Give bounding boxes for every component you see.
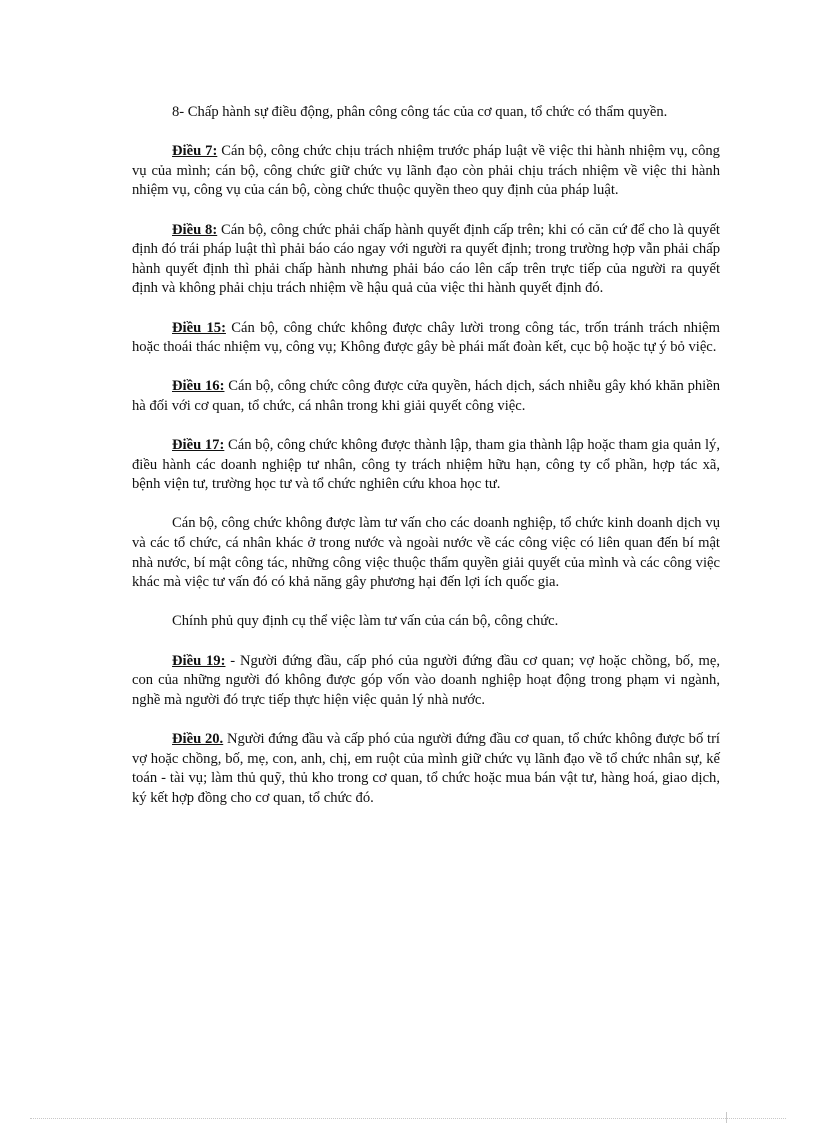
- consulting-paragraph: Cán bộ, công chức không được làm tư vấn cho các doanh nghiệp, tổ chức kinh doanh dịch vụ và các tổ chức, cá nhân khác ở trong nước và ngoài nước về các công việc có liên quan đến bí mật nhà nước, bí mật công tác, những công việc thuộc thẩm quyền giải quyết của mình và các công việc khác mà việc tư vấn đó có khả năng gây phương hại đến lợi ích quốc gia.: [132, 515, 720, 591]
- page-corner-mark: [720, 1112, 734, 1123]
- article-8-paragraph: [132, 221, 720, 299]
- article-20-paragraph: [132, 730, 720, 808]
- article-17-heading: Điều 17:: [172, 437, 225, 454]
- article-19-heading: Điều 19:: [172, 652, 226, 669]
- article-7-heading: Điều 7:: [172, 143, 218, 160]
- article-15-text: Cán bộ, công chức không được chây lười trong công tác, trốn tránh trách nhiệm hoặc thoái thác nhiệm vụ, công vụ; Không được gây bè phái mất đoàn kết, cục bộ hoặc tự ý bỏ việc.: [132, 319, 720, 356]
- article-20-heading: Điều 20.: [172, 731, 224, 747]
- article-16-heading: Điều 16:: [172, 378, 225, 395]
- item-8-paragraph: 8- Chấp hành sự điều động, phân công công tác của cơ quan, tổ chức có thẩm quyền.: [172, 104, 668, 120]
- article-19-text: - Người đứng đầu, cấp phó của người đứng đầu cơ quan; vợ hoặc chồng, bố, mẹ, con của những người đó không được góp vốn vào doanh nghiệp hoạt động trong phạm vi ngành, nghề mà người đó trực tiếp thực hiện việc quản lý nhà nước.: [132, 652, 720, 708]
- article-16-text: Cán bộ, công chức công được cửa quyền, hách dịch, sách nhiễu gây khó khăn phiền hà đối với cơ quan, tổ chức, cá nhân trong khi giải quyết công việc.: [132, 378, 720, 414]
- article-16-paragraph: [132, 377, 720, 416]
- article-7-text: Cán bộ, công chức chịu trách nhiệm trước pháp luật về việc thi hành nhiệm vụ, công vụ của mình; cán bộ, công chức giữ chức vụ lãnh đạo còn phải chịu trách nhiệm về việc thi hành nhiệm vụ, công vụ của cán bộ, còng chức thuộc quyền theo quy định của pháp luật.: [132, 143, 720, 199]
- article-7-paragraph: [132, 142, 720, 201]
- article-15-paragraph: [132, 319, 720, 358]
- article-17-text: Cán bộ, công chức không được thành lập, tham gia thành lập hoặc tham gia quản lý, điều hành các doanh nghiệp tư nhân, công ty trách nhiệm hữu hạn, công ty cổ phần, hợp tác xã, bệnh viện tư, trường học tư và tổ chức nghiên cứu khoa học tư.: [132, 437, 721, 493]
- article-8-text: Cán bộ, công chức phải chấp hành quyết định cấp trên; khi có căn cứ để cho là quyết định đó trái pháp luật thì phải báo cáo ngay với người ra quyết định; trong trường hợp vẫn phải chấp hành quyết định thì phải chấp hành nhưng phải báo cáo lên cấp trên trực tiếp của người ra quyết định và không phải chịu trách nhiệm về hậu quả của việc thi hành quyết định đó.: [132, 221, 720, 297]
- article-19-paragraph: [132, 652, 720, 711]
- article-17-paragraph: [132, 436, 720, 495]
- document-body: [132, 103, 720, 828]
- article-20-text: Người đứng đầu và cấp phó của người đứng đầu cơ quan, tổ chức không được bố trí vợ hoặc chồng, bố, mẹ, con, anh, chị, em ruột của mình giữ chức vụ lãnh đạo về tổ chức nhân sự, kế toán - tài vụ; làm thủ quỹ, thủ kho trong cơ quan, tổ chức hoặc mua bán vật tư, hàng hoá, giao dịch, ký kết hợp đồng cho cơ quan, tổ chức đó.: [132, 731, 720, 806]
- article-8-heading: Điều 8:: [172, 221, 218, 238]
- government-regulation-paragraph: Chính phủ quy định cụ thể việc làm tư vấn của cán bộ, công chức.: [172, 613, 559, 630]
- page-bottom-divider: [30, 1118, 786, 1119]
- article-15-heading: Điều 15:: [172, 319, 226, 336]
